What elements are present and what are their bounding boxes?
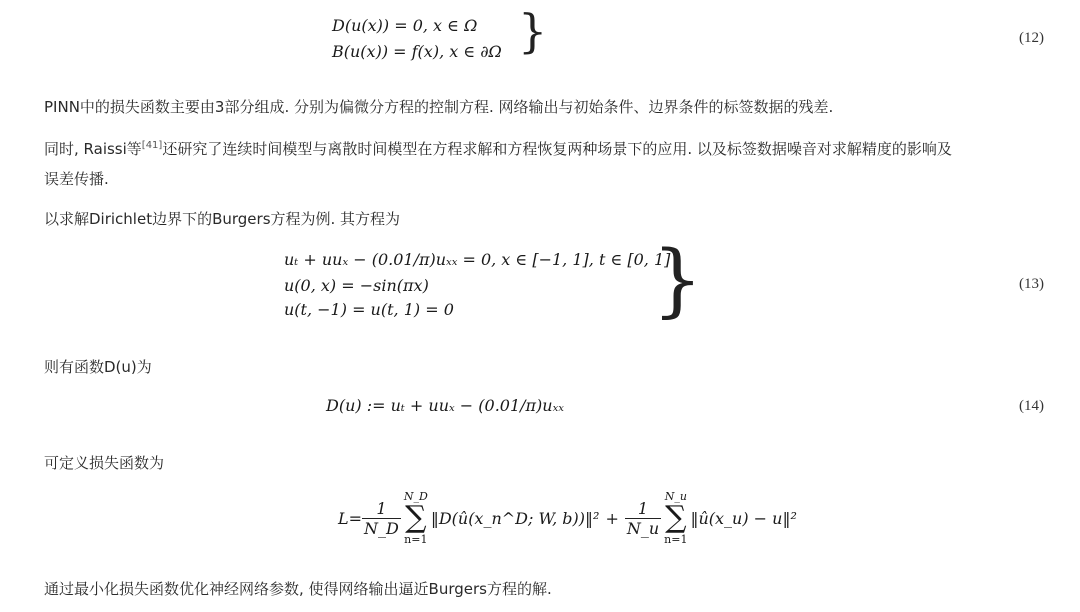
paragraph-1: PINN中的损失函数主要由3部分组成. 分别为偏微分方程的控制方程. 网络输出与初始条件、边界条件的标签数据的残差. <box>44 98 834 116</box>
eq13-line3: u(t, −1) = u(t, 1) = 0 <box>284 300 454 319</box>
paragraph-6: 通过最小化损失函数优化神经网络参数, 使得网络输出逼近Burgers方程的解. <box>44 580 552 598</box>
eq15-term2-body: ‖û(x_u) − u‖² <box>690 508 797 528</box>
eq15-frac1 <box>362 499 401 538</box>
eq15-sum2-bottom: n=1 <box>664 533 688 546</box>
eq15-sum1-sigma: ∑ <box>405 500 427 535</box>
eq15-plus: + <box>605 508 619 528</box>
eq15-loss-function <box>338 490 797 546</box>
eq15-sum2-sigma: ∑ <box>665 500 687 535</box>
paragraph-2 <box>44 138 952 159</box>
eq15-sum2 <box>664 490 687 546</box>
eq13-brace: } <box>652 233 703 326</box>
eq15-lhs: L= <box>338 508 363 528</box>
paragraph-3: 以求解Dirichlet边界下的Burgers方程为例. 其方程为 <box>44 210 401 228</box>
eq13-line1: uₜ + uuₓ − (0.01/π)uₓₓ = 0, x ∈ [−1, 1], t ∈ [0, 1] <box>284 250 671 269</box>
eq15-sum1 <box>404 490 428 546</box>
eq14-number: (14) <box>1019 398 1044 414</box>
eq15-sum1-bottom: n=1 <box>404 533 428 546</box>
eq15-frac2 <box>625 499 661 538</box>
paragraph-2-cont: 误差传播. <box>44 170 109 188</box>
paragraph-2-text-b: 还研究了连续时间模型与离散时间模型在方程求解和方程恢复两种场景下的应用. 以及标签数据噪音对求解精度的影响及 <box>162 140 952 158</box>
paragraph-2-text-a: 同时, Raissi等 <box>44 140 142 158</box>
eq12-number: (12) <box>1019 30 1044 46</box>
eq15-frac2-den: N_u <box>626 518 660 538</box>
eq15-sum2-top: N_u <box>664 490 687 503</box>
eq13-number: (13) <box>1019 276 1044 292</box>
eq12-brace: } <box>518 4 548 58</box>
eq14-expr: D(u) := uₜ + uuₓ − (0.01/π)uₓₓ <box>326 396 564 415</box>
eq12-line1: D(u(x)) = 0, x ∈ Ω <box>332 16 478 35</box>
eq13-line2: u(0, x) = −sin(πx) <box>284 276 429 295</box>
eq15-term1-body: ‖D(û(x_n^D; W, b))‖² <box>430 508 600 528</box>
paragraph-5: 可定义损失函数为 <box>44 454 165 472</box>
paragraph-4: 则有函数D(u)为 <box>44 358 152 376</box>
citation-ref[interactable]: [41] <box>141 140 163 151</box>
eq15-sum1-top: N_D <box>403 490 428 503</box>
eq15-frac2-num: 1 <box>625 499 661 519</box>
eq15-frac1-den: N_D <box>364 518 399 538</box>
eq15-frac1-num: 1 <box>362 499 401 519</box>
eq12-line2: B(u(x)) = f(x), x ∈ ∂Ω <box>332 42 502 61</box>
